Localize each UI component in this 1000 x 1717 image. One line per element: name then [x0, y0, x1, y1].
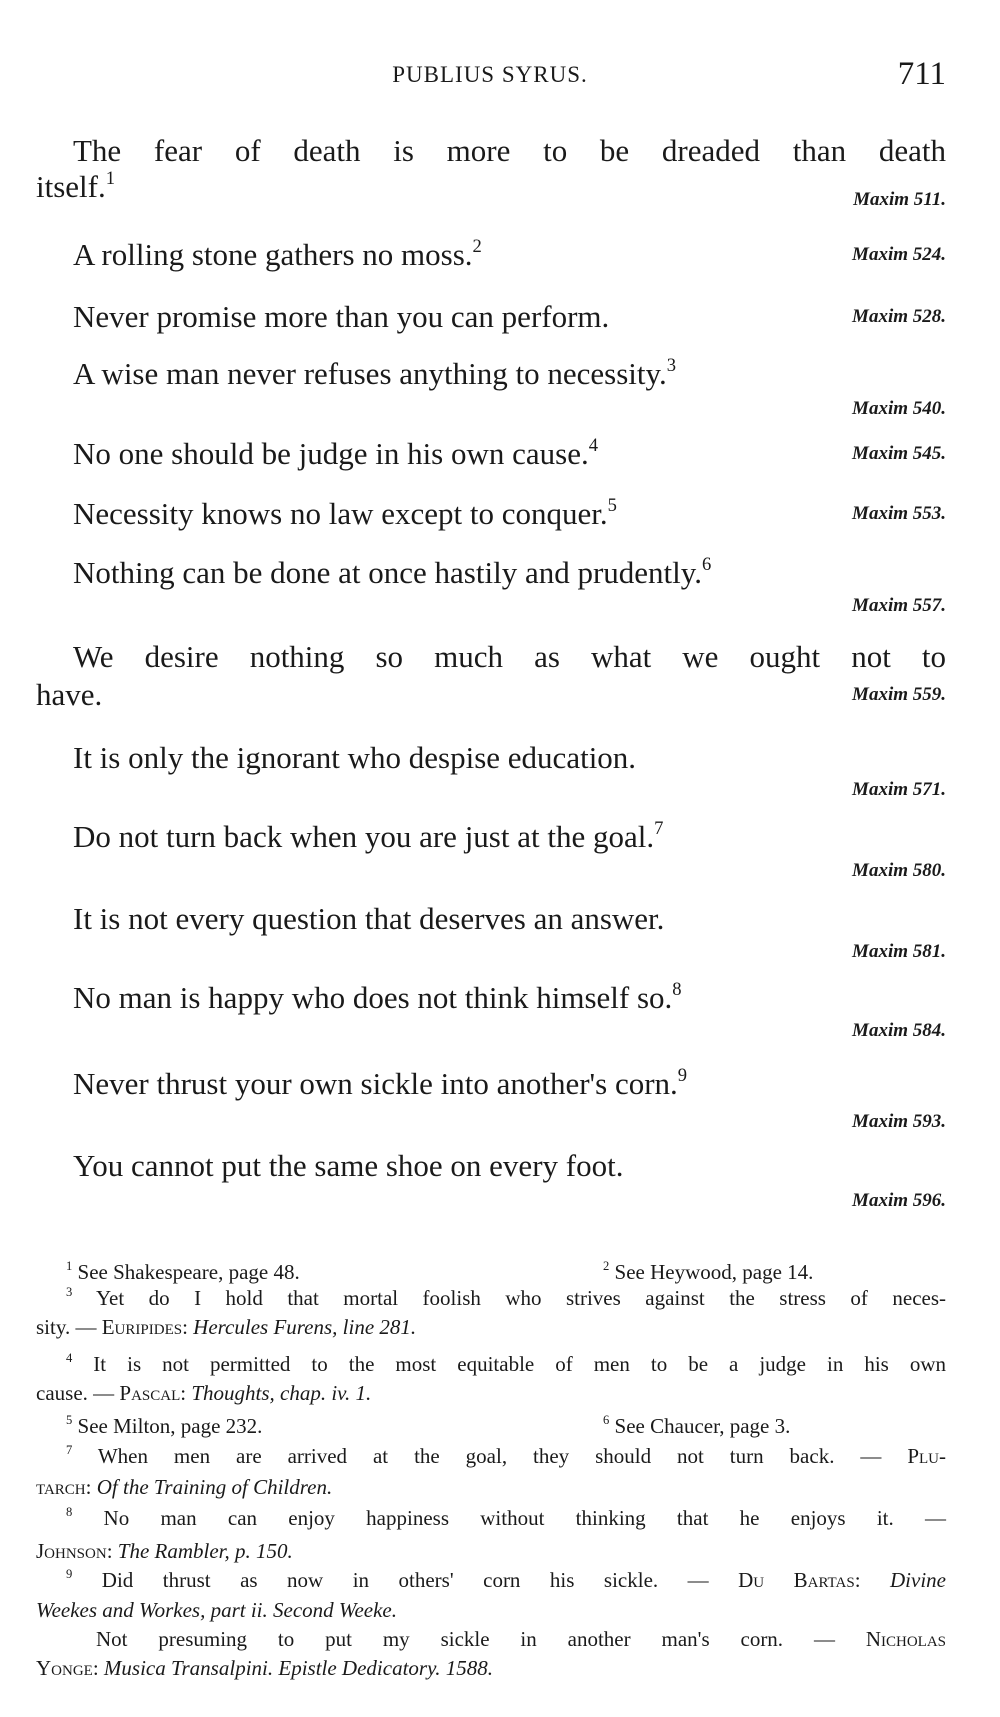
maxim-text-line	[36, 678, 102, 712]
maxim-text: No one should be judge in his own cause.	[73, 436, 589, 471]
footnote-text: Du Bartas	[738, 1568, 855, 1592]
footnote-text: Nicholas	[865, 1627, 946, 1651]
footnote-text: Yonge	[36, 1656, 93, 1680]
maxim-reference: Maxim 559.	[852, 684, 946, 705]
footnote-line	[66, 1413, 262, 1439]
footnote-text: Johnson	[36, 1539, 107, 1563]
footnote-marker[interactable]: 3	[666, 354, 677, 376]
page-number: 711	[897, 56, 946, 92]
footnote-line	[66, 1259, 300, 1285]
footnote-number: 8	[66, 1505, 73, 1520]
maxim-text-line	[73, 494, 617, 531]
footnote-text: When men are arrived at the goal, they should not turn back. —	[72, 1444, 908, 1468]
footnote-text: Of the Training of Children.	[96, 1475, 333, 1499]
maxim-reference: Maxim 511.	[853, 189, 946, 210]
footnote-text: :	[85, 1475, 97, 1499]
footnote-text: The Rambler, p. 150.	[117, 1539, 293, 1563]
footnote-text: Thoughts, chap. iv. 1.	[191, 1381, 372, 1405]
footnote-line	[66, 1285, 946, 1311]
maxim-text-line	[73, 300, 609, 334]
footnote-marker[interactable]: 5	[607, 494, 617, 516]
maxim-text: Necessity knows no law except to conquer.	[73, 496, 608, 531]
footnote-text: :	[854, 1568, 891, 1592]
maxim-text-line	[73, 134, 946, 168]
footnote-text: Pascal	[119, 1381, 181, 1405]
footnote-marker[interactable]: 2	[472, 235, 482, 257]
footnote-text: Musica Transalpini. Epistle Dedicatory. 1588.	[103, 1656, 493, 1680]
footnote-text: See Shakespeare, page 48.	[72, 1260, 300, 1284]
maxim-text-line	[73, 741, 636, 775]
footnote-line	[36, 1655, 946, 1681]
footnote-marker[interactable]: 8	[672, 978, 682, 1000]
maxim-text: A wise man never refuses anything to necessity.	[73, 356, 667, 391]
footnote-text: :	[106, 1539, 118, 1563]
maxim-text-line	[73, 817, 664, 854]
footnote-line	[36, 1474, 946, 1500]
maxim-text-line	[73, 235, 482, 272]
footnote-number: 3	[66, 1285, 73, 1300]
footnote-line	[66, 1443, 946, 1469]
footnote-number: 6	[603, 1413, 610, 1428]
footnote-text: No man can enjoy happiness without thinking that he enjoys it. —	[72, 1506, 946, 1530]
maxim-text: It is only the ignorant who despise education.	[73, 740, 637, 775]
running-header: PUBLIUS SYRUS.	[392, 62, 588, 87]
footnote-line	[36, 1380, 946, 1406]
maxim-text: A rolling stone gathers no moss.	[73, 237, 473, 272]
maxim-reference: Maxim 540.	[852, 398, 946, 419]
maxim-reference: Maxim 528.	[852, 306, 946, 327]
maxim-text: It is not every question that deserves an answer.	[73, 901, 665, 936]
maxim-reference: Maxim 571.	[852, 779, 946, 800]
footnote-number: 1	[66, 1259, 73, 1274]
maxim-text-line	[73, 354, 677, 391]
footnote-text: Did thrust as now in others' corn his sickle. —	[72, 1568, 739, 1592]
maxim-reference: Maxim 584.	[852, 1020, 946, 1041]
footnote-marker[interactable]: 4	[588, 434, 599, 456]
maxim-text-line	[73, 978, 682, 1015]
footnote-number: 2	[603, 1259, 610, 1274]
footnote-line	[603, 1413, 790, 1439]
maxim-text: Nothing can be done at once hastily and prudently.	[73, 555, 703, 590]
maxim-text-line	[36, 167, 116, 204]
footnote-number: 4	[66, 1351, 73, 1366]
maxim-reference: Maxim 545.	[852, 443, 946, 464]
footnote-text: sity. —	[36, 1315, 102, 1339]
maxim-reference: Maxim 596.	[852, 1190, 946, 1211]
footnote-text: Yet do I hold that mortal foolish who strives against the stress of neces-	[72, 1286, 946, 1310]
maxim-reference: Maxim 581.	[852, 941, 946, 962]
footnote-marker[interactable]: 9	[677, 1064, 688, 1086]
footnote-line	[36, 1597, 946, 1623]
maxim-text-line	[73, 434, 599, 471]
maxim-text-line	[73, 1149, 623, 1183]
footnote-line	[66, 1351, 946, 1377]
footnote-line	[36, 1314, 946, 1340]
footnote-number: 5	[66, 1413, 73, 1428]
maxim-text-line	[73, 553, 712, 590]
maxim-text: Never promise more than you can perform.	[73, 299, 610, 334]
maxim-reference: Maxim 593.	[852, 1111, 946, 1132]
maxim-text-line	[73, 1064, 688, 1101]
footnote-line	[66, 1567, 946, 1593]
footnote-text: Not presuming to put my sickle in another man's corn. —	[96, 1627, 866, 1651]
footnote-text: Hercules Furens, line 281.	[193, 1315, 417, 1339]
maxim-reference: Maxim 580.	[852, 860, 946, 881]
maxim-text: Do not turn back when you are just at the goal.	[73, 819, 655, 854]
footnote-number: 7	[66, 1443, 73, 1458]
footnote-line	[96, 1626, 946, 1652]
maxim-text: Never thrust your own sickle into another's corn.	[73, 1066, 678, 1101]
footnote-text: Euripides	[101, 1315, 183, 1339]
footnote-text: Plu-	[907, 1444, 946, 1468]
maxim-reference: Maxim 524.	[852, 244, 946, 265]
maxim-reference: Maxim 553.	[852, 503, 946, 524]
footnote-text: :	[180, 1381, 192, 1405]
footnote-text: :	[182, 1315, 194, 1339]
footnote-text: tarch	[36, 1475, 86, 1499]
footnote-marker[interactable]: 7	[654, 817, 664, 839]
maxim-reference: Maxim 557.	[852, 595, 946, 616]
maxim-text: No man is happy who does not think himself so.	[73, 980, 673, 1015]
maxim-text: You cannot put the same shoe on every foot.	[73, 1148, 624, 1183]
footnote-line	[66, 1505, 946, 1531]
footnote-line	[36, 1538, 946, 1564]
maxim-text-line	[73, 902, 664, 936]
footnote-text: See Heywood, page 14.	[609, 1260, 814, 1284]
footnote-text: See Chaucer, page 3.	[609, 1414, 791, 1438]
footnote-marker[interactable]: 1	[105, 167, 116, 189]
footnote-text: cause. —	[36, 1381, 120, 1405]
footnote-text: :	[92, 1656, 104, 1680]
maxim-text-line	[73, 640, 946, 674]
maxim-text: have.	[36, 677, 103, 712]
footnote-marker[interactable]: 6	[702, 553, 712, 575]
footnote-text: Weekes and Workes, part ii. Second Weeke.	[36, 1598, 397, 1622]
maxim-text: The fear of death is more to be dreaded than death	[73, 133, 946, 168]
footnote-text: See Milton, page 232.	[72, 1414, 263, 1438]
footnote-line	[603, 1259, 813, 1285]
footnote-text: It is not permitted to the most equitable of men to be a judge in his own	[72, 1352, 946, 1376]
maxim-text: We desire nothing so much as what we ought not to	[73, 639, 946, 674]
footnote-number: 9	[66, 1567, 73, 1582]
footnote-text: Divine	[890, 1568, 946, 1592]
maxim-text: itself.	[36, 169, 106, 204]
